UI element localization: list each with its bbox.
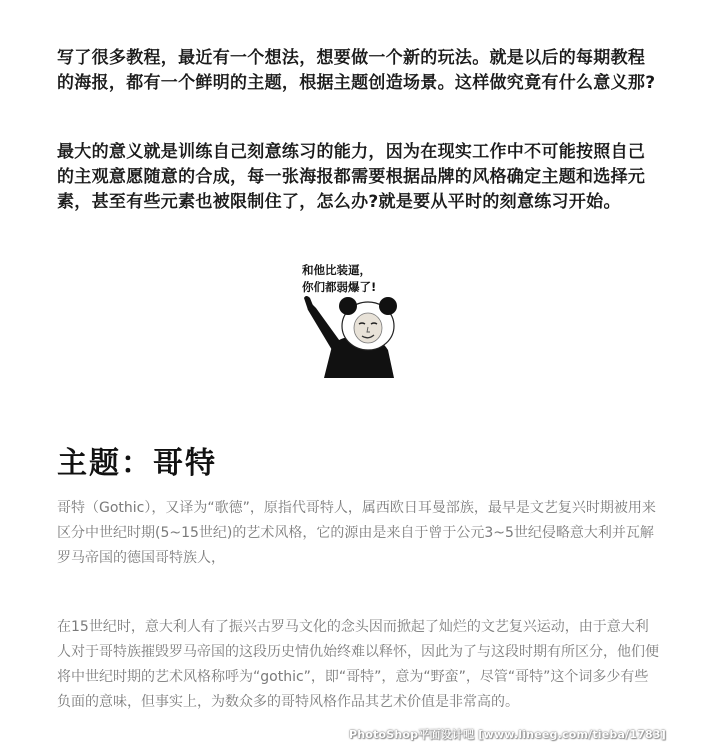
meme-caption	[302, 262, 418, 296]
body-paragraph-1: 哥特（Gothic），又译为“歌德”，原指代哥特人，属西欧日耳曼部族，最早是文艺复兴时期被用来区分中世纪时期(5~15世纪)的艺术风格，它的源由是来自于曾于公元3~5世纪侵略意大利并瓦解罗马帝国的德国哥特族人，	[57, 500, 656, 566]
panda-meme-image	[302, 258, 418, 378]
site-watermark: PhotoShop平面设计吧 [www.lineeg.com/tieba/1783]	[348, 728, 666, 741]
body-paragraph-2: 在15世纪时，意大利人有了振兴古罗马文化的念头因而掀起了灿烂的文艺复兴运动，由于意大利人对于哥特族摧毁罗马帝国的这段历史情仇始终难以释怀，因此为了与这段时期有所区分，他们便将中世纪时期的艺术风格称呼为“gothic”，即“哥特”，意为“野蛮”，尽管“哥特”这个词多少有些负面的意味，但事实上，为数众多的哥特风格作品其艺术价值是非常高的。	[57, 619, 659, 710]
section-title: 主题：哥特	[57, 446, 217, 481]
meme-caption-line-1: 和他比装逼，	[302, 263, 371, 277]
intro-paragraph-2: 最大的意义就是训练自己刻意练习的能力，因为在现实工作中不可能按照自己的主观意愿随意的合成，每一张海报都需要根据品牌的风格确定主题和选择元素，甚至有些元素也被限制住了，怎么办?就是要从平时的刻意练习开始。	[57, 142, 646, 212]
intro-paragraph-1: 写了很多教程，最近有一个想法，想要做一个新的玩法。就是以后的每期教程的海报，都有一个鲜明的主题，根据主题创造场景。这样做究竟有什么意义那?	[57, 48, 656, 93]
panda-pointing-icon	[302, 294, 418, 378]
meme-caption-line-2: 你们都弱爆了!	[302, 280, 377, 294]
